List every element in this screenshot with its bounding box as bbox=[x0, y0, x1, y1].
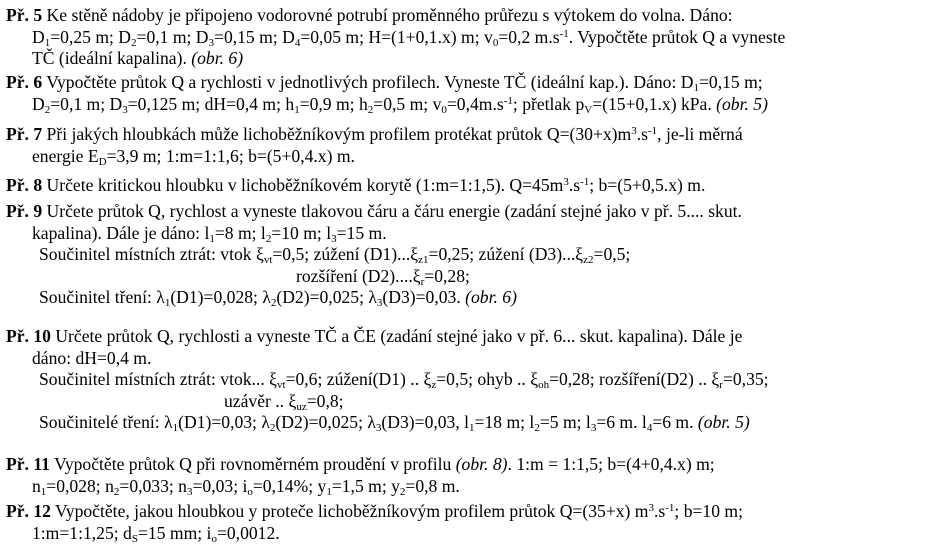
problem-text: Součinitel místních ztrát: vtok $\xi_{vt}=0,5$; zúžení $(D1)...\xi_{z1}=0,25$; zúžení $(D3)...\xi_{z2}=0,5$; bbox=[39, 244, 631, 266]
problem-label: Př. 7 bbox=[6, 124, 43, 144]
problem-text: uzávěr .. $\xi_{uz}=0,8$; bbox=[224, 390, 344, 413]
problem-text: $n_1=0,028$; $n_2=0,033$; $n_3=0,03$; $i_o=0,14\%$; $y_1=1,5$ m; $y_2=0,8$ m. bbox=[32, 475, 460, 498]
problem-5 bbox=[6, 5, 946, 70]
problem-10 bbox=[6, 326, 946, 434]
problem-text: Určete kritickou hloubku v lichoběžníkovém korytě (1:m=1:1,5). $Q=45m^3.s^{-1}$; b=(5+0,5.x) m. bbox=[42, 175, 706, 195]
problem-text: Ke stěně nádoby je připojeno vodorovné potrubí proměnného průřezu s výtokem do volna. Dáno: bbox=[42, 5, 733, 25]
problem-12 bbox=[6, 501, 946, 544]
problem-text: $D_1=0,25$ m; $D_2=0,1$ m; $D_3=0,15$ m; $D_4=0,05$ m; H=(1+0,1.x) m; $v_0=0,2$ $m.s^{-1}$. Vypočtěte průtok Q a vyneste bbox=[32, 26, 786, 49]
problem-6 bbox=[6, 72, 946, 115]
problem-text: Při jakých hloubkách může lichoběžníkovým profilem protékat průtok $Q=(30+x)m^3.s^{-1}$, je-li měrná bbox=[42, 124, 743, 144]
problem-text: Určete průtok Q, rychlosti a vyneste TČ a ČE (zadání stejné jako v př. 6... skut. kapalina). Dále je bbox=[50, 326, 743, 346]
problem-text: Součinitelé tření: $\lambda_1(D1)=0,03$; $\lambda_2(D2)=0,025$; $\lambda_3(D3)=0,03$, $l_1=18$ m; $l_2=5$ m; $l_3=6$ m. $l_4=6$ m. (obr. 5) bbox=[39, 412, 750, 434]
problem-text: Vypočtěte průtok Q při rovnoměrném proudění v profilu (obr. 8). 1:m = 1:1,5; b=(4+0,4.x) m; bbox=[49, 454, 715, 474]
problem-8 bbox=[6, 175, 946, 197]
problem-text: $D_2=0,1$ m; $D_3=0,125$ m; dH=0,4 m; $h_1=0,9$ m; $h_2=0,5$ m; $v_0=0,4m.s^{-1}$; přetlak $p_V=(15+0,1.x)$ kPa. (obr. 5) bbox=[32, 93, 768, 116]
problem-9 bbox=[6, 201, 946, 309]
problem-label: Př. 8 bbox=[6, 175, 43, 195]
problem-label: Př. 5 bbox=[6, 5, 43, 25]
problem-text: Součinitel místních ztrát: vtok... $\xi_{vt}=0,6$; zúžení(D1) .. $\xi_z=0,5$; ohyb .. $\xi_{oh}=0,28$; rozšíření(D2) .. $\xi_r=0,35$; bbox=[39, 369, 769, 391]
problem-label: Př. 9 bbox=[6, 201, 43, 221]
problem-label: Př. 6 bbox=[6, 72, 43, 92]
problem-7 bbox=[6, 124, 946, 167]
problem-text: Vypočtěte průtok Q a rychlosti v jednotlivých profilech. Vyneste TČ (ideální kap.). Dáno: $D_1=0,15$ m; bbox=[42, 72, 763, 94]
problem-text: Určete průtok Q, rychlost a vyneste tlakovou čáru a čáru energie (zadání stejné jako v př. 5.... skut. bbox=[42, 201, 742, 221]
problem-text: energie $E_D=3,9$ m; 1:m=1:1,6; b=(5+0,4.x) m. bbox=[32, 145, 355, 168]
problem-text: TČ (ideální kapalina). (obr. 6) bbox=[32, 48, 244, 68]
problem-label: Př. 12 bbox=[6, 501, 51, 521]
problem-text: dáno: dH=0,4 m. bbox=[32, 347, 152, 368]
problem-label: Př. 11 bbox=[6, 454, 50, 474]
problem-text: kapalina). Dále je dáno: $l_1=8$ m; $l_2=10$ m; $l_3=15$ m. bbox=[32, 222, 387, 245]
problem-text: rozšíření $(D2)....\xi_r=0,28$; bbox=[296, 265, 470, 288]
problem-label: Př. 10 bbox=[6, 326, 51, 346]
problem-text: 1:m=1:1,25; $d_S=15$ mm; $i_o=0,0012$. bbox=[32, 522, 280, 545]
problem-text: Vypočtěte, jakou hloubkou y proteče lichoběžníkovým profilem průtok Q=(35+x) $m^3.s^{-1}$; b=10 m; bbox=[50, 501, 743, 521]
problem-text: Součinitel tření: $\lambda_1(D1)=0,028$; $\lambda_2(D2)=0,025$; $\lambda_3(D3)=0,03$. (obr. 6) bbox=[39, 287, 517, 309]
problem-11 bbox=[6, 454, 946, 497]
